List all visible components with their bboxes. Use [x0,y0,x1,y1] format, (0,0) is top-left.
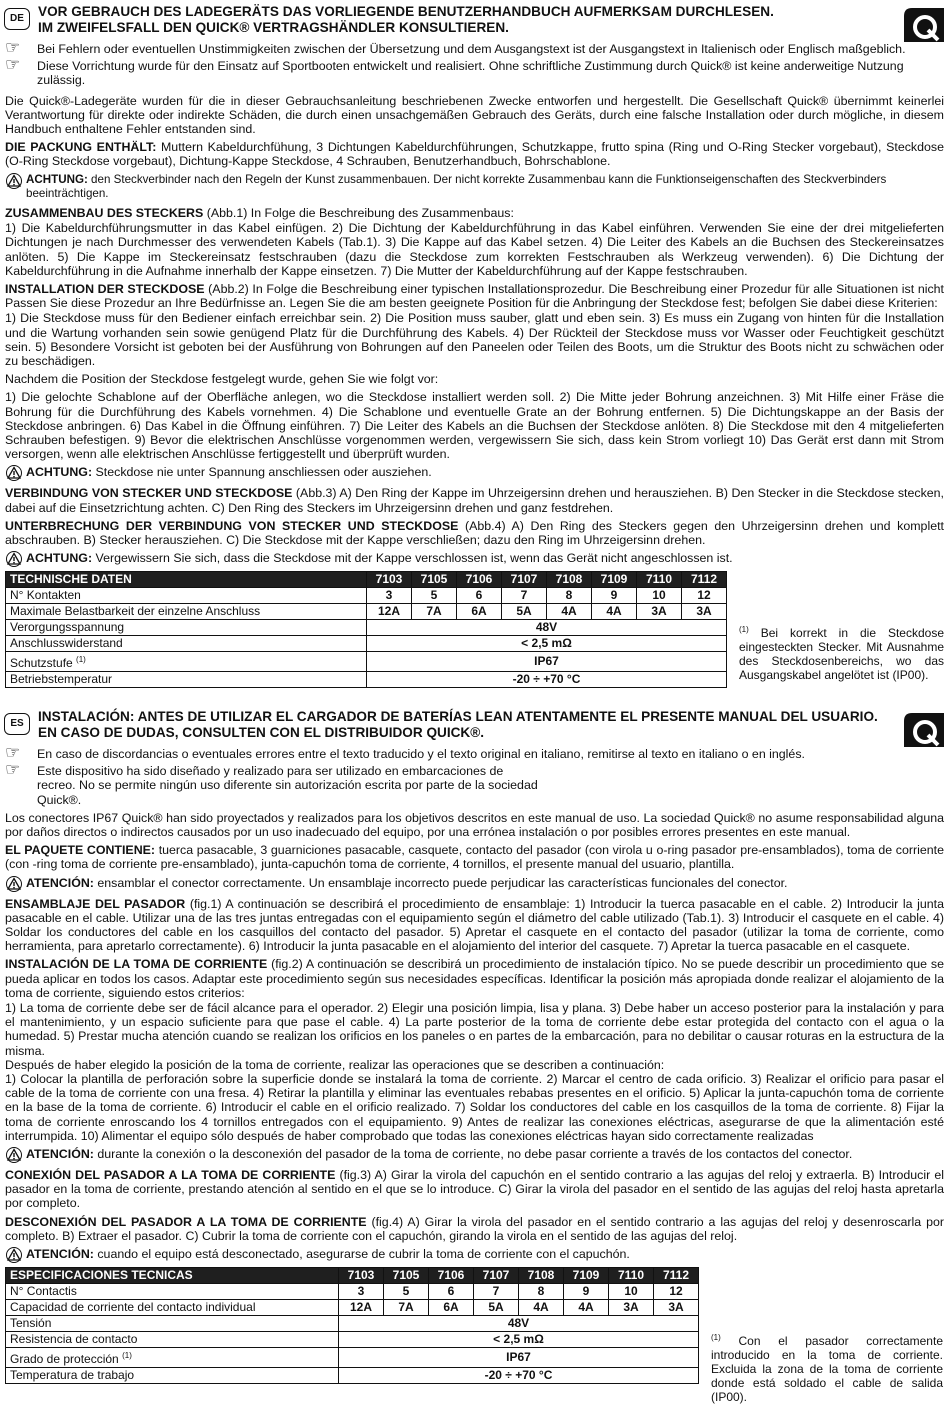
installation-intro: INSTALLATION DER STECKDOSE (Abb.2) In Folge die Beschreibung einer typischen Installationsprozedur. Die Beschreibung einer Prozedur für alle Situationen ist nicht Passen Sie diese Prozedur an Ihre Bedürfnisse an. Legen Sie die am besten geeignete Position für die Anbringung der Steckdose fest; befolgen Sie dabei diese Kriterien: [5,282,944,311]
technical-data-table [5,1267,699,1384]
section-header [0,2,950,42]
warning-cap: ATENCIÓN: cuando el equipo está desconectado, asegurarse de cubrir la toma de corriente con el capuchón. [5,1247,944,1263]
warning-voltage: ACHTUNG: Steckdose nie unter Spannung anschliessen oder ausziehen. [5,465,944,481]
section-header [0,707,950,747]
installation-steps: 1) Colocar la plantilla de perforación sobre la superficie donde se instalará la toma de corriente. 2) Marcar el centro de cada orificio. 3) Realizar el orificio para pasar el cable de la toma de corriente con una fresa. 4) Retirar la plantilla y eliminar las eventuales rebabas presentes en el orificio. 5) Aplicar la junta-capuchón toma de corriente en la base de la toma de corriente. 6) Introducir el cable en el orificio realizado. 7) Soldar los conductores del cable en los casquillos de la toma de corriente. 8) Fijar la toma de corriente enroscando los 4 tornillos entregados con el equipamiento. 9) Antes de realizar las conexiones eléctricas, asegurarse de que la alimentación esté interrumpida. 10) Alimentar el equipo sólo después de haber comprobado que todas las conexiones eléctricas hayan sido correctamente realizadas [5,1072,944,1143]
table-row: Schutzstufe $^{(1)}$ IP67 [6,652,727,672]
table-footnote: $^{(1)}$ Con el pasador correctamente introducido en la toma de corriente. Excluida la zona de la toma de corriente donde está soldado el cable de salida (IP00). [711,1333,943,1404]
table-row: Grado de protección $^{(1)}$ IP67 [6,1348,699,1368]
table-row: N° Contactis 3 5 6 7 8 9 10 12 [6,1284,699,1300]
pointing-hand-icon: ☞ [5,760,21,780]
technical-data-table [5,571,727,688]
quick-logo-icon [904,8,944,42]
warning-assembly: ATENCIÓN: ensamblar el conector correctamente. Un ensamblaje incorrecto puede perjudicar las características funcionales del conector. [5,876,944,892]
table-row: Resistencia de contacto < 2,5 mΩ [6,1332,699,1348]
table-row: Tensión 48V [6,1316,699,1332]
language-badge: DE [4,8,30,30]
table-title: TECHNISCHE DATEN [6,572,367,588]
table-header-row: ESPECIFICACIONES TECNICAS 7103 7105 7106 7107 7108 7109 7110 7112 [6,1268,699,1284]
assembly-steps: 1) Die Kabeldurchführungsmutter in das Kabel einfügen. 2) Die Dichtung der Kabeldurchführung in das Kabel einführen. Verwenden Sie eine der drei mitgelieferten Dichtungen je nach Durchmesser des verwendeten Kabels (Tab.1). 3) Die Kappe auf das Kabel setzen. 4) Die Leiter des Kabels an die Buchsen des Steckereinsatzes anlöten. 5) Die Kappe im Steckereinsatz festschrauben (dazu die Steckdose zum korrekten Festschrauben als Werkzeug verwenden). 6) Die Dichtung der Kabeldurchführung in die Aufnahme innerhalb der Kappe einsetzen. 7) Die Mutter der Kabeldurchführung auf der Kappe festschrauben. [5,221,944,278]
warning-triangle-icon [5,465,23,481]
warning-triangle-icon [5,173,23,189]
warning-connection: ATENCIÓN: durante la conexión o la desconexión del pasador de la toma de corriente, no debe pasar corriente a través de los contactos del conector. [5,1147,944,1163]
technical-data-block [5,1267,944,1404]
package-contents: EL PAQUETE CONTIENE: tuerca pasacable, 3 guarniciones pasacable, casquete, contacto del pasador (con virola u o-ring pasador pre-ensamblados), toma de corriente (con -ring toma de corriente pre-ensamblado), junta-capuchón toma de corriente, 4 tornillos, el presente manual del usuario, plantilla. [5,843,945,872]
intro-paragraph: Los conectores IP67 Quick® han sido proyectados y realizados para los objetivos descritos en este manual de uso. La sociedad Quick® no asume responsabilidad alguna por daños directos o indirectos causados por un uso inadecuado del equipo, por una errónea instalación o por posibles errores presentes en este manual. [5,810,944,840]
installation-intro: INSTALACIÓN DE LA TOMA DE CORRIENTE (fig.2) A continuación se describirá un procedimiento de instalación típico. No se puede describir un procedimiento que se pueda aplicar en todos los casos. Adaptar este procedimiento según sus necesidades específicas. Identificar la posición más apropiada donde realizar el alojamiento de la toma de corriente, siguiendo estos criterios: [5,957,945,1000]
assembly-paragraph: ENSAMBLAJE DEL PASADOR (fig.1) A continuación se describirá el procedimiento de ensamblaje: 1) Introducir la tuerca pasacable en el cable. 2) Introducir la junta pasacable en el cable. Utilizar una de las tres juntas entregadas con el equipamiento según el diámetro del cable utilizado (Tab.1). 3) Introducir el casquete en el cable. 4) Soldar los conductores del cable en los casquillos del contacto del pasador. 5) Apretar el casquete en el contacto del pasador (utilizar la toma de corriente, como herramienta, para apretarlo correctamente). 6) Introducir la junta pasacable en el alojamiento del interior del casquete. 7) Apretar la tuerca pasacable en el casquete. [5,896,945,954]
table-row: Anschlusswiderstand < 2,5 mΩ [6,636,727,652]
table-row: N° Kontakten 3 5 6 7 8 9 10 12 [6,588,727,604]
installation-criteria: 1) Die Steckdose muss für den Bediener einfach erreichbar sein. 2) Die Position muss sauber, glatt und eben sein. 3) Es muss ein Zugang von hinten für die Installation und die Wartung vorhanden sein sowie genügend Platz für die Durchführung des Kabels. 4) Der Rückteil der Steckdose muss vor Wasser oder Feuchtigkeit geschützt sein. 5) Besondere Vorsicht ist geboten bei der Ausführung von Bohrungen auf den Paneelen oder Teilen des Boots, um die Struktur des Boots nicht zu schwächen oder zu beschädigen. [5,311,944,369]
package-contents: DIE PACKUNG ENTHÄLT: Muttern Kabeldurchfühung, 3 Dichtungen Kabeldurchführungen, Schutzkappe, frutto spina (Ring und O-Ring Stecker vorgebaut), Steckdose (O-Ring Steckdose vorgebaut), Dichtung-Kappe Steckdose, 4 Schrauben, Benutzerhandbuch, Bohrschablone. [5,140,944,169]
table-row: Temperatura de trabajo -20 ÷ +70 °C [6,1368,699,1384]
translation-note: ☞ Bei Fehlern oder eventuellen Unstimmigkeiten zwischen der Übersetzung und dem Ausgangstext ist der Ausgangstext in Italienisch oder Englisch maßgeblich. [5,38,906,57]
pointing-hand-icon: ☞ [5,38,21,57]
table-title: ESPECIFICACIONES TECNICAS [6,1268,339,1284]
installation-after: Nachdem die Position der Steckdose festgelegt wurde, gehen Sie wie folgt vor: [5,372,439,387]
technical-data-block [5,571,944,688]
title-line-1: INSTALACIÓN: ANTES DE UTILIZAR EL CARGADOR DE BATERÍAS LEAN ATENTAMENTE EL PRESENTE MANUAL DEL USUARIO. [38,709,878,724]
language-badge: ES [4,713,30,735]
section-de [0,2,950,688]
section-es [0,707,950,1404]
table-row: Betriebstemperatur -20 ÷ +70 °C [6,672,727,688]
warning-triangle-icon [5,551,23,567]
intro-paragraph: Die Quick®-Ladegeräte wurden für die in dieser Gebrauchsanleitung beschriebenen Zwecke entworfen und hergestellt. Die Gesellschaft Quick® übernimmt keinerlei Verantwortung für direkte oder indirekte Schäden, die durch einen unsachgemäßen Gebrauch des Geräts, durch eine falsche Installation oder durch mögliche, in diesem Handbuch enthaltene Fehler entstanden sind. [5,93,944,137]
usage-note: ☞ Este dispositivo ha sido diseñado y realizado para ser utilizado en embarcaciones de recreo. No se permite ningún uso diferente sin autorización escrita por parte de la sociedad Quick®. [5,760,538,807]
pointing-hand-icon: ☞ [5,55,21,75]
assembly-heading: ZUSAMMENBAU DES STECKERS (Abb.1) In Folge die Beschreibung des Zusammenbaus: [5,206,514,221]
pointing-hand-icon: ☞ [5,743,21,762]
section-title [38,4,878,35]
table-row: Capacidad de corriente del contacto individual 12A 7A 6A 5A 4A 4A 3A 3A [6,1300,699,1316]
table-row: Maximale Belastbarkeit der einzelne Anschluss 12A 7A 6A 5A 4A 4A 3A 3A [6,604,727,620]
installation-criteria: 1) La toma de corriente debe ser de fácil alcance para el operador. 2) Elegir una posición limpia, lisa y plana. 3) Debe haber un acceso posterior para la instalación y para el mantenimiento, y un espacio suficiente para que pase el cable. 4) La parte posterior de la toma de corriente debe estar protegida del contacto con el agua o la humedad. 5) Prestar mucha atención cuando se realizan los orificios en los paneles o en partes de la embarcación, para no debilitar o causar roturas en la estructura de la misma. [5,1001,944,1058]
title-line-1: VOR GEBRAUCH DES LADEGERÄTS DAS VORLIEGENDE BENUTZERHANDBUCH AUFMERKSAM DURCHLESEN. [38,4,774,19]
warning-triangle-icon [5,1147,23,1163]
section-title [38,709,878,740]
disconnection-paragraph: UNTERBRECHUNG DER VERBINDUNG VON STECKER UND STECKDOSE (Abb.4) A) Den Ring des Steckers gegen den Uhrzeigersinn drehen und komplett abschrauben. B) Stecker herausziehen. C) Die Steckdose mit der Kappe verschließen; dazu den Ring im Uhrzeigersinn drehen. [5,518,944,548]
title-line-2: EN CASO DE DUDAS, CONSULTEN CON EL DISTRIBUIDOR QUICK®. [38,724,485,740]
warning-assembly: ACHTUNG: den Steckverbinder nach den Regeln der Kunst zusammenbauen. Der nicht korrekte Zusammenbau kann die Funktionseigenschaften des Steckverbinders beeinträchtigen. [5,173,944,201]
installation-steps: 1) Die gelochte Schablone auf der Oberfläche anlegen, wo die Steckdose installiert werden soll. 2) Die Mitte jeder Bohrung anzeichnen. 3) Mit Hilfe einer Fräse die Bohrung für die Durchführung des Kabels vornehmen. 4) Die Schablone und eventuelle Grate an der Bohrung entfernen. 5) Die Dichtungskappe an der Basis der Steckdose anbringen. 6) Das Kabel in die Öffnung einführen. 7) Die Leiter des Kabels an die Buchsen der Steckdose anlöten. 8) Die Steckdose mit den 4 mitgelieferten Schrauben befestigen. 9) Bevor die elektrischen Anschlüsse vorgenommen werden, vergewissern Sie sich, dass kein Strom vorliegt 10) Das Gerät erst dann mit Strom versorgen, wenn alle elektrischen Anschlüsse fertiggestellt und überprüft wurden. [5,390,944,462]
warning-triangle-icon [5,876,23,892]
warning-triangle-icon [5,1247,23,1263]
installation-after: Después de haber elegido la posición de la toma de corriente, realizar las operaciones que se describen a continuación: [5,1057,665,1072]
usage-note: ☞ Diese Vorrichtung wurde für den Einsatz auf Sportbooten entwickelt und realisiert. Ohne schriftliche Zustimmung durch Quick® ist keine anderweitige Nutzung zulässig. [5,55,904,88]
disconnection-paragraph: DESCONEXIÓN DEL PASADOR A LA TOMA DE CORRIENTE (fig.4) A) Girar la virola del pasador en el sentido contrario a las agujas del reloj y desenroscarla por completo. B) Extraer el pasador. C) Cubrir la toma de corriente con el capuchón, girando la virola en el sentido de las agujas del reloj. [5,1214,944,1243]
warning-cap: ACHTUNG: Vergewissern Sie sich, dass die Steckdose mit der Kappe verschlossen ist, wenn das Gerät nicht angeschlossen ist. [5,551,944,567]
table-header-row: TECHNISCHE DATEN 7103 7105 7106 7107 7108 7109 7110 7112 [6,572,727,588]
table-footnote: $^{(1)}$ Bei korrekt in die Steckdose eingesteckten Stecker. Mit Ausnahme des Steckdosenbereichs, wo das Ausgangskabel angelötet ist (IP00). [739,625,944,683]
connection-paragraph: CONEXIÓN DEL PASADOR A LA TOMA DE CORRIENTE (fig.3) A) Girar la virola del capuchón en el sentido contrario a las agujas del reloj y extraerla. B) Introducir el pasador en la toma de corriente, prestando atención al sentido en el que se lo introduce. C) Girar la virola del pasador en el sentido de las agujas del reloj hasta apretarla por completo. [5,1168,944,1211]
translation-note: ☞ En caso de discordancias o eventuales errores entre el texto traducido y el texto original en italiano, remitirse al texto en italiano o en inglés. [5,743,805,762]
title-line-2: IM ZWEIFELSFALL DEN QUICK® VERTRAGSHÄNDLER KONSULTIEREN. [38,19,509,35]
connection-paragraph: VERBINDUNG VON STECKER UND STECKDOSE (Abb.3) A) Den Ring der Kappe im Uhrzeigersinn drehen und herausziehen. B) Den Stecker in die Steckdose stecken, dabei auf die Einsetzrichtung achten. C) Den Ring des Steckers im Uhrzeigersinn drehen und ganz festdrehen. [5,486,945,515]
table-row: Verorgungsspannung 48V [6,620,727,636]
quick-logo-icon [904,713,944,747]
